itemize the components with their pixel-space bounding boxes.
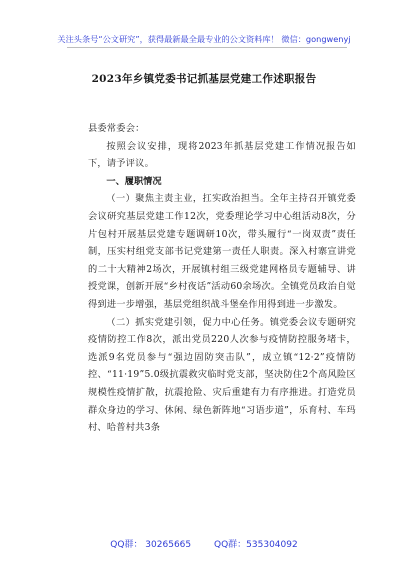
document-body xyxy=(88,120,356,437)
salutation: 县委常委会： xyxy=(88,123,145,134)
paragraph-1: （一）聚焦主责主业，扛实政治担当。全年主持召开镇党委会议研究基层党建工作12次，党委理论学习中心组活动8次，分片包村开展基层党建专题调研10次，带头履行“一岗双责”责任制，压实村组党支部书记党建第一责任人职责。深入村寨宣讲党的二十大精神2场次，开展镇村组三级党建网格员专题辅导、讲授党课，创新开展“乡村夜话”活动60余场次。全镇党员政治自觉得到进一步增强，基层党组织战斗堡垒作用得到进一步激发。 xyxy=(88,193,356,310)
document-title: 2023年乡镇党委书记抓基层党建工作述职报告 xyxy=(91,73,317,85)
footer-qq-group-2: QQ群：535304092 xyxy=(214,540,298,550)
header-divider xyxy=(67,47,347,48)
intro-paragraph: 按照会议安排，现将2023年抓基层党建工作情况报告如下，请予评议。 xyxy=(88,140,356,170)
header-banner: 关注头条号“公文研究”，获得最新最全最专业的公文资料库！ 微信：gongwenyj xyxy=(57,34,351,44)
section-heading: 一、履职情况 xyxy=(106,175,162,187)
footer-qq-groups xyxy=(0,537,408,550)
paragraph-2: （二）抓实党建引领，促力中心任务。镇党委会议专题研究疫情防控工作8次，派出党员220人次参与疫情防控服务堵卡，选派9名党员参与“强边固防突击队”，成立镇“12·2”疫情防控、“11·19”5.0级抗震救灾临时党支部，坚决防住2个高风险区规模性疫情扩散，抗震抢险、灾后重建有力有序推进。打造党员群众身边的学习、休闲、绿色新阵地“习语步道”，乐育村、车玛村、哈普村共3条 xyxy=(88,316,356,434)
footer-qq-group-1: QQ群： 30265665 xyxy=(110,540,192,550)
